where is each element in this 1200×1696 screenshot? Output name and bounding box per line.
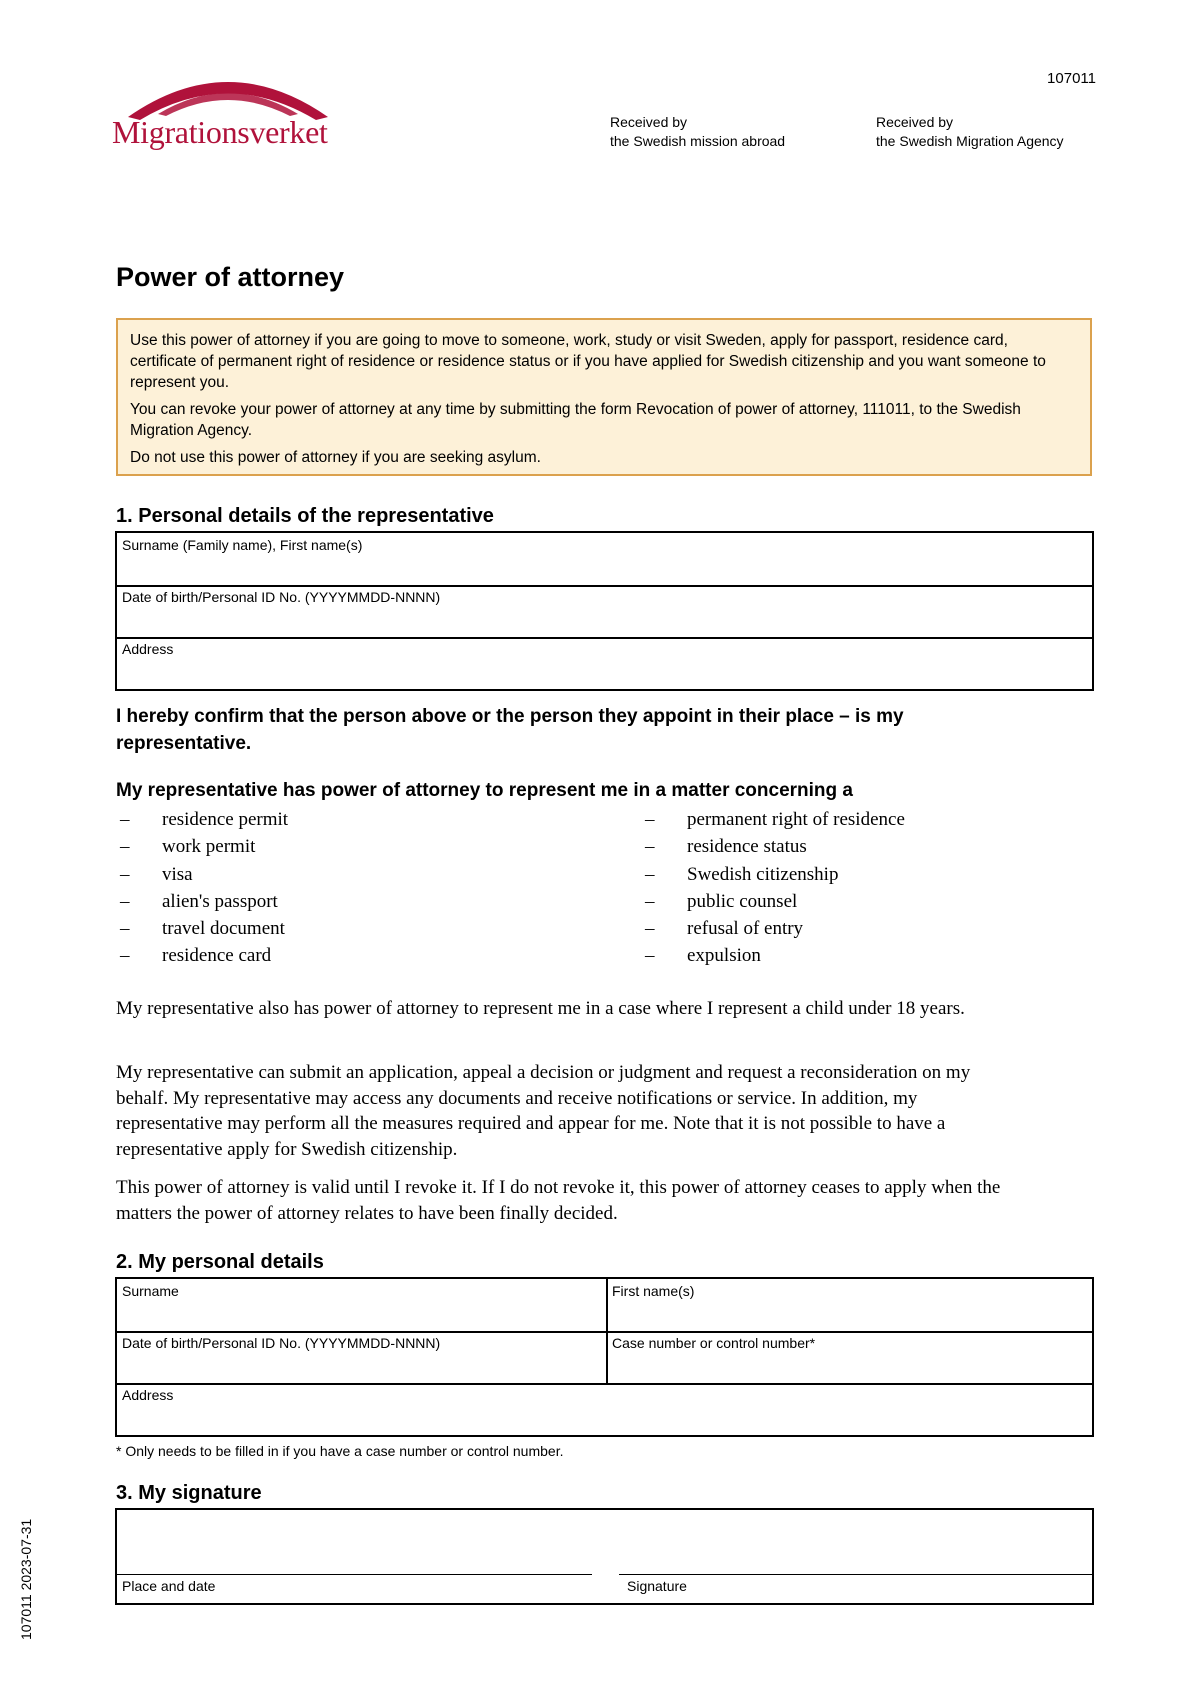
- info-box: [116, 318, 1092, 476]
- info-para-2: You can revoke your power of attorney at any time by submitting the form Revocation of power of attorney, 111011, to the Swedish Migration Agency.: [130, 401, 1021, 439]
- dash: –: [120, 836, 130, 858]
- list-item: [645, 833, 905, 860]
- dash: –: [645, 918, 655, 940]
- validity-paragraph: This power of attorney is valid until I revoke it. If I do not revoke it, this power of attorney ceases to apply when the matters the power of attorney relates to have been finally decided.: [116, 1177, 1001, 1224]
- matter-label: public counsel: [687, 890, 798, 912]
- matter-label: Swedish citizenship: [687, 863, 839, 885]
- matter-label: residence card: [162, 945, 272, 967]
- child-paragraph: My representative also has power of attorney to represent me in a case where I represent a child under 18 years.: [116, 998, 965, 1019]
- section2-heading: 2. My personal details: [116, 1251, 324, 1273]
- divider: [117, 1383, 1092, 1385]
- dash: –: [120, 863, 130, 885]
- representative-name-field[interactable]: [122, 537, 1087, 583]
- divider: [606, 1279, 608, 1383]
- matter-label: visa: [162, 863, 193, 885]
- matter-label: residence status: [687, 836, 807, 858]
- field-label: Surname: [122, 1283, 179, 1299]
- received-agency-line2: the Swedish Migration Agency: [876, 133, 1064, 149]
- section3-heading: 3. My signature: [116, 1482, 262, 1504]
- matters-list-right: [645, 806, 905, 970]
- matter-label: refusal of entry: [687, 918, 804, 940]
- received-by-mission: [610, 113, 785, 151]
- list-item: [645, 915, 905, 942]
- field-label: First name(s): [612, 1283, 695, 1299]
- signature-label: Signature: [627, 1578, 687, 1594]
- matter-label: residence permit: [162, 809, 289, 830]
- dash: –: [645, 836, 655, 858]
- dash: –: [645, 863, 655, 885]
- signature-line: [619, 1574, 1092, 1575]
- representative-dob-field[interactable]: [122, 589, 1087, 635]
- field-label: Surname (Family name), First name(s): [122, 537, 363, 553]
- matters-list-left: [120, 806, 288, 970]
- representative-address-field[interactable]: [122, 641, 1087, 687]
- list-item: [120, 861, 288, 888]
- case-number-field[interactable]: [612, 1335, 1087, 1381]
- matter-label: permanent right of residence: [687, 809, 905, 830]
- surname-field[interactable]: [122, 1283, 602, 1329]
- dash: –: [645, 890, 655, 912]
- place-date-input[interactable]: [122, 1514, 705, 1572]
- representative-details-box: [115, 531, 1094, 691]
- divider: [117, 637, 1092, 639]
- place-date-label: Place and date: [122, 1578, 216, 1594]
- list-item: [120, 942, 288, 969]
- personal-details-box: [115, 1277, 1094, 1437]
- received-by-agency: [876, 113, 1064, 151]
- received-mission-line2: the Swedish mission abroad: [610, 133, 786, 149]
- list-item: [120, 888, 288, 915]
- dash: –: [120, 945, 130, 967]
- matters-heading: My representative has power of attorney to represent me in a matter concerning a: [116, 780, 853, 801]
- place-date-line: [117, 1574, 592, 1575]
- list-item: [645, 806, 905, 833]
- divider: [117, 1331, 1092, 1333]
- logo-text: Migrationsverket: [112, 114, 328, 150]
- list-item: [645, 888, 905, 915]
- field-label: Date of birth/Personal ID No. (YYYYMMDD-NNNN): [122, 1335, 441, 1351]
- address-field[interactable]: [122, 1387, 1087, 1433]
- migrationsverket-logo: [112, 62, 352, 157]
- list-item: [120, 915, 288, 942]
- divider: [117, 585, 1092, 587]
- list-item: [120, 833, 288, 860]
- dash: –: [120, 918, 130, 940]
- field-label: Address: [122, 641, 174, 657]
- dob-field[interactable]: [122, 1335, 602, 1381]
- list-item: [120, 806, 288, 833]
- form-version-date: 107011 2023-07-31: [18, 1518, 34, 1640]
- received-mission-line1: Received by: [610, 114, 688, 130]
- signature-input[interactable]: [736, 1514, 1090, 1572]
- received-agency-line1: Received by: [876, 114, 954, 130]
- dash: –: [645, 809, 655, 830]
- dash: –: [645, 945, 655, 967]
- info-para-3: Do not use this power of attorney if you are seeking asylum.: [130, 449, 541, 466]
- field-label: Case number or control number*: [612, 1335, 816, 1351]
- submit-paragraph: My representative can submit an application, appeal a decision or judgment and request a reconsideration on my behalf. My representative may access any documents and receive notifications or service. In addition, my representative may perform all the measures required and appear for me. Note that it is not possible to have a representative apply for Swedish citizenship.: [116, 1062, 971, 1160]
- list-item: [645, 942, 905, 969]
- field-label: Date of birth/Personal ID No. (YYYYMMDD-NNNN): [122, 589, 441, 605]
- case-number-footnote: * Only needs to be filled in if you have a case number or control number.: [116, 1443, 564, 1459]
- matter-label: travel document: [162, 918, 285, 940]
- signature-box: [115, 1508, 1094, 1605]
- confirm-statement: I hereby confirm that the person above or the person they appoint in their place – is my representative.: [116, 706, 904, 754]
- list-item: [645, 861, 905, 888]
- dash: –: [120, 890, 130, 912]
- section1-heading: 1. Personal details of the representative: [116, 505, 494, 527]
- matter-label: work permit: [162, 836, 256, 858]
- form-number: 107011: [1047, 70, 1096, 87]
- first-names-field[interactable]: [612, 1283, 1087, 1329]
- matter-label: alien's passport: [162, 890, 278, 912]
- dash: –: [120, 809, 130, 830]
- field-label: Address: [122, 1387, 174, 1403]
- info-para-1: Use this power of attorney if you are going to move to someone, work, study or visit Sweden, apply for passport, residence card, certificate of permanent right of residence or residence status or if you have applied for Swedish citizenship and you want someone to represent you.: [130, 332, 1046, 391]
- matter-label: expulsion: [687, 945, 761, 967]
- page-title: Power of attorney: [116, 262, 345, 292]
